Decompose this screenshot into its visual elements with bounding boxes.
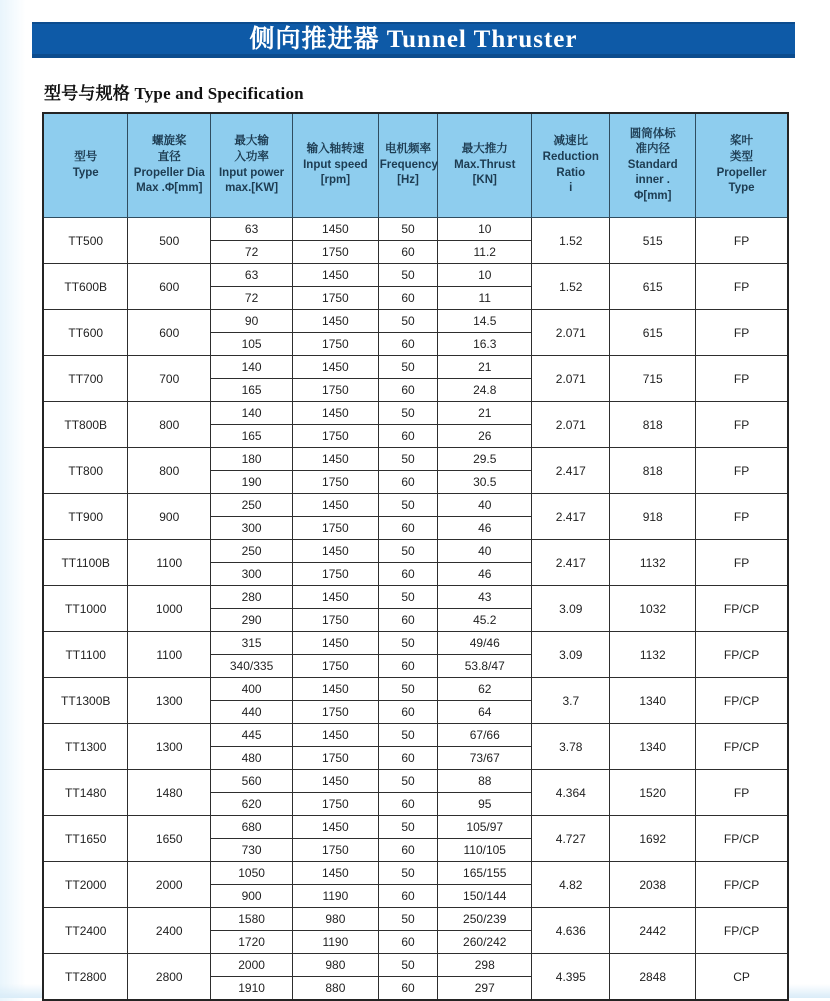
cell-power: 560	[211, 770, 293, 793]
cell-thrust: 26	[438, 425, 532, 448]
cell-thrust: 10	[438, 264, 532, 287]
cell-dia: 1100	[128, 632, 211, 678]
cell-power: 315	[211, 632, 293, 655]
cell-power: 165	[211, 379, 293, 402]
cell-freq: 50	[378, 632, 438, 655]
cell-freq: 60	[378, 287, 438, 310]
cell-freq: 60	[378, 747, 438, 770]
cell-speed: 1750	[293, 609, 379, 632]
cell-dia: 800	[128, 448, 211, 494]
cell-freq: 60	[378, 885, 438, 908]
cell-freq: 50	[378, 448, 438, 471]
cell-thrust: 53.8/47	[438, 655, 532, 678]
cell-freq: 50	[378, 540, 438, 563]
cell-prop: FP	[696, 448, 788, 494]
cell-dia: 1100	[128, 540, 211, 586]
cell-inner: 615	[610, 310, 696, 356]
cell-thrust: 24.8	[438, 379, 532, 402]
cell-freq: 50	[378, 678, 438, 701]
cell-type: TT600B	[43, 264, 128, 310]
column-header-type: 型号 Type	[43, 113, 128, 218]
cell-inner: 1032	[610, 586, 696, 632]
cell-prop: FP/CP	[696, 678, 788, 724]
cell-prop: FP	[696, 264, 788, 310]
cell-thrust: 165/155	[438, 862, 532, 885]
cell-power: 72	[211, 241, 293, 264]
table-row	[43, 862, 788, 885]
cell-inner: 818	[610, 448, 696, 494]
cell-type: TT1300	[43, 724, 128, 770]
cell-inner: 1692	[610, 816, 696, 862]
cell-speed: 1750	[293, 655, 379, 678]
cell-thrust: 88	[438, 770, 532, 793]
cell-speed: 1750	[293, 425, 379, 448]
cell-dia: 1300	[128, 678, 211, 724]
cell-speed: 1450	[293, 816, 379, 839]
section-subtitle: 型号与规格 Type and Specification	[44, 84, 304, 103]
cell-freq: 50	[378, 954, 438, 977]
cell-freq: 60	[378, 701, 438, 724]
cell-power: 620	[211, 793, 293, 816]
cell-speed: 1450	[293, 264, 379, 287]
cell-thrust: 64	[438, 701, 532, 724]
cell-type: TT2800	[43, 954, 128, 1001]
cell-speed: 1750	[293, 517, 379, 540]
cell-type: TT800	[43, 448, 128, 494]
table-row	[43, 264, 788, 287]
cell-power: 250	[211, 494, 293, 517]
cell-type: TT800B	[43, 402, 128, 448]
cell-thrust: 46	[438, 563, 532, 586]
cell-thrust: 11	[438, 287, 532, 310]
spec-table-header	[43, 113, 788, 218]
cell-prop: FP	[696, 218, 788, 264]
cell-dia: 700	[128, 356, 211, 402]
cell-freq: 50	[378, 816, 438, 839]
cell-power: 290	[211, 609, 293, 632]
cell-prop: FP	[696, 494, 788, 540]
cell-ratio: 2.417	[532, 540, 610, 586]
cell-thrust: 43	[438, 586, 532, 609]
cell-type: TT600	[43, 310, 128, 356]
cell-dia: 2000	[128, 862, 211, 908]
cell-speed: 1450	[293, 586, 379, 609]
cell-ratio: 3.09	[532, 586, 610, 632]
cell-thrust: 29.5	[438, 448, 532, 471]
table-row	[43, 448, 788, 471]
cell-inner: 515	[610, 218, 696, 264]
cell-freq: 50	[378, 494, 438, 517]
cell-inner: 715	[610, 356, 696, 402]
cell-inner: 2038	[610, 862, 696, 908]
cell-freq: 60	[378, 379, 438, 402]
cell-prop: FP	[696, 540, 788, 586]
spec-table-body	[43, 218, 788, 1001]
cell-power: 90	[211, 310, 293, 333]
cell-dia: 600	[128, 310, 211, 356]
cell-thrust: 21	[438, 402, 532, 425]
cell-thrust: 46	[438, 517, 532, 540]
cell-ratio: 2.417	[532, 448, 610, 494]
cell-dia: 1300	[128, 724, 211, 770]
cell-power: 63	[211, 218, 293, 241]
cell-prop: FP/CP	[696, 586, 788, 632]
cell-inner: 818	[610, 402, 696, 448]
cell-thrust: 250/239	[438, 908, 532, 931]
cell-ratio: 2.071	[532, 356, 610, 402]
cell-freq: 60	[378, 241, 438, 264]
cell-power: 140	[211, 402, 293, 425]
cell-speed: 1450	[293, 448, 379, 471]
cell-speed: 1450	[293, 402, 379, 425]
cell-power: 2000	[211, 954, 293, 977]
cell-prop: FP	[696, 402, 788, 448]
cell-ratio: 4.727	[532, 816, 610, 862]
cell-prop: FP	[696, 770, 788, 816]
table-row	[43, 494, 788, 517]
cell-speed: 1750	[293, 793, 379, 816]
cell-thrust: 105/97	[438, 816, 532, 839]
cell-freq: 50	[378, 218, 438, 241]
cell-thrust: 45.2	[438, 609, 532, 632]
cell-prop: FP/CP	[696, 862, 788, 908]
cell-freq: 60	[378, 609, 438, 632]
cell-ratio: 2.071	[532, 310, 610, 356]
cell-power: 300	[211, 517, 293, 540]
cell-freq: 60	[378, 333, 438, 356]
column-header-frequency: 电机频率 Frequency [Hz]	[378, 113, 438, 218]
cell-inner: 918	[610, 494, 696, 540]
cell-power: 1910	[211, 977, 293, 1001]
cell-speed: 1750	[293, 379, 379, 402]
table-row	[43, 770, 788, 793]
column-header-input-speed: 输入轴转速 Input speed [rpm]	[293, 113, 379, 218]
cell-thrust: 298	[438, 954, 532, 977]
cell-power: 63	[211, 264, 293, 287]
cell-type: TT900	[43, 494, 128, 540]
cell-power: 680	[211, 816, 293, 839]
cell-thrust: 150/144	[438, 885, 532, 908]
cell-dia: 1650	[128, 816, 211, 862]
cell-power: 900	[211, 885, 293, 908]
cell-freq: 50	[378, 724, 438, 747]
table-row	[43, 218, 788, 241]
cell-power: 165	[211, 425, 293, 448]
table-row	[43, 402, 788, 425]
cell-dia: 600	[128, 264, 211, 310]
cell-freq: 60	[378, 563, 438, 586]
cell-type: TT1100B	[43, 540, 128, 586]
cell-speed: 980	[293, 954, 379, 977]
cell-power: 730	[211, 839, 293, 862]
cell-freq: 50	[378, 310, 438, 333]
cell-speed: 1750	[293, 333, 379, 356]
cell-freq: 50	[378, 862, 438, 885]
cell-speed: 1450	[293, 310, 379, 333]
cell-dia: 2400	[128, 908, 211, 954]
cell-freq: 60	[378, 931, 438, 954]
column-header-max-thrust: 最大推力 Max.Thrust [KN]	[438, 113, 532, 218]
cell-freq: 50	[378, 908, 438, 931]
cell-speed: 1750	[293, 471, 379, 494]
cell-power: 300	[211, 563, 293, 586]
cell-thrust: 16.3	[438, 333, 532, 356]
cell-type: TT1100	[43, 632, 128, 678]
cell-speed: 1450	[293, 494, 379, 517]
cell-prop: FP/CP	[696, 816, 788, 862]
cell-thrust: 40	[438, 540, 532, 563]
cell-power: 340/335	[211, 655, 293, 678]
table-row	[43, 586, 788, 609]
cell-freq: 60	[378, 471, 438, 494]
cell-freq: 60	[378, 793, 438, 816]
cell-dia: 500	[128, 218, 211, 264]
column-header-reduction-ratio: 减速比 Reduction Ratio i	[532, 113, 610, 218]
cell-thrust: 40	[438, 494, 532, 517]
cell-inner: 1132	[610, 540, 696, 586]
cell-ratio: 2.417	[532, 494, 610, 540]
cell-power: 190	[211, 471, 293, 494]
cell-type: TT2400	[43, 908, 128, 954]
cell-thrust: 260/242	[438, 931, 532, 954]
cell-type: TT500	[43, 218, 128, 264]
cell-speed: 1450	[293, 218, 379, 241]
cell-ratio: 3.7	[532, 678, 610, 724]
cell-power: 1050	[211, 862, 293, 885]
cell-ratio: 4.364	[532, 770, 610, 816]
cell-dia: 900	[128, 494, 211, 540]
cell-speed: 1750	[293, 287, 379, 310]
table-row	[43, 540, 788, 563]
table-row	[43, 724, 788, 747]
cell-freq: 50	[378, 356, 438, 379]
cell-inner: 1132	[610, 632, 696, 678]
cell-speed: 1750	[293, 701, 379, 724]
cell-speed: 1750	[293, 241, 379, 264]
cell-power: 1580	[211, 908, 293, 931]
cell-freq: 60	[378, 517, 438, 540]
cell-dia: 1480	[128, 770, 211, 816]
cell-speed: 1450	[293, 632, 379, 655]
cell-thrust: 62	[438, 678, 532, 701]
cell-ratio: 3.78	[532, 724, 610, 770]
column-header-input-power: 最大输 入功率 Input power max.[KW]	[211, 113, 293, 218]
cell-speed: 1190	[293, 885, 379, 908]
cell-power: 140	[211, 356, 293, 379]
cell-thrust: 11.2	[438, 241, 532, 264]
cell-speed: 1450	[293, 356, 379, 379]
cell-power: 105	[211, 333, 293, 356]
cell-prop: FP/CP	[696, 908, 788, 954]
cell-power: 180	[211, 448, 293, 471]
table-row	[43, 356, 788, 379]
cell-ratio: 4.395	[532, 954, 610, 1001]
cell-ratio: 4.636	[532, 908, 610, 954]
cell-dia: 800	[128, 402, 211, 448]
cell-freq: 60	[378, 425, 438, 448]
cell-prop: FP	[696, 356, 788, 402]
cell-dia: 1000	[128, 586, 211, 632]
cell-type: TT2000	[43, 862, 128, 908]
cell-speed: 1450	[293, 770, 379, 793]
cell-ratio: 1.52	[532, 264, 610, 310]
table-row	[43, 908, 788, 931]
cell-inner: 1340	[610, 724, 696, 770]
cell-speed: 1450	[293, 540, 379, 563]
cell-power: 280	[211, 586, 293, 609]
cell-thrust: 14.5	[438, 310, 532, 333]
cell-inner: 1520	[610, 770, 696, 816]
cell-power: 250	[211, 540, 293, 563]
cell-ratio: 1.52	[532, 218, 610, 264]
cell-type: TT1480	[43, 770, 128, 816]
cell-speed: 880	[293, 977, 379, 1001]
cell-type: TT700	[43, 356, 128, 402]
table-row	[43, 310, 788, 333]
cell-prop: FP	[696, 310, 788, 356]
cell-inner: 615	[610, 264, 696, 310]
cell-power: 480	[211, 747, 293, 770]
cell-speed: 1750	[293, 563, 379, 586]
page-title: 侧向推进器 Tunnel Thruster	[249, 25, 578, 53]
cell-thrust: 67/66	[438, 724, 532, 747]
table-row	[43, 816, 788, 839]
cell-freq: 60	[378, 839, 438, 862]
cell-inner: 1340	[610, 678, 696, 724]
cell-inner: 2848	[610, 954, 696, 1001]
cell-speed: 1450	[293, 724, 379, 747]
cell-speed: 980	[293, 908, 379, 931]
cell-power: 72	[211, 287, 293, 310]
cell-freq: 60	[378, 655, 438, 678]
cell-freq: 50	[378, 402, 438, 425]
table-row	[43, 632, 788, 655]
table-row	[43, 954, 788, 977]
cell-speed: 1450	[293, 862, 379, 885]
cell-ratio: 4.82	[532, 862, 610, 908]
cell-speed: 1190	[293, 931, 379, 954]
cell-thrust: 73/67	[438, 747, 532, 770]
cell-thrust: 21	[438, 356, 532, 379]
cell-speed: 1450	[293, 678, 379, 701]
cell-prop: FP/CP	[696, 632, 788, 678]
cell-freq: 50	[378, 586, 438, 609]
column-header-standard-inner: 圆筒体标 准内径 Standard inner . Φ[mm]	[610, 113, 696, 218]
cell-thrust: 30.5	[438, 471, 532, 494]
cell-thrust: 95	[438, 793, 532, 816]
cell-power: 1720	[211, 931, 293, 954]
cell-thrust: 10	[438, 218, 532, 241]
cell-thrust: 110/105	[438, 839, 532, 862]
cell-freq: 50	[378, 770, 438, 793]
cell-type: TT1650	[43, 816, 128, 862]
cell-speed: 1750	[293, 747, 379, 770]
cell-type: TT1000	[43, 586, 128, 632]
cell-power: 440	[211, 701, 293, 724]
cell-type: TT1300B	[43, 678, 128, 724]
cell-freq: 60	[378, 977, 438, 1001]
cell-thrust: 297	[438, 977, 532, 1001]
table-row	[43, 678, 788, 701]
cell-inner: 2442	[610, 908, 696, 954]
cell-power: 400	[211, 678, 293, 701]
page-title-bar	[32, 22, 795, 58]
cell-thrust: 49/46	[438, 632, 532, 655]
spec-table	[42, 112, 789, 1001]
cell-ratio: 2.071	[532, 402, 610, 448]
cell-power: 445	[211, 724, 293, 747]
cell-freq: 50	[378, 264, 438, 287]
cell-ratio: 3.09	[532, 632, 610, 678]
column-header-propeller-dia: 螺旋桨 直径 Propeller Dia Max .Φ[mm]	[128, 113, 211, 218]
cell-speed: 1750	[293, 839, 379, 862]
cell-prop: CP	[696, 954, 788, 1001]
cell-dia: 2800	[128, 954, 211, 1001]
column-header-propeller-type: 桨叶 类型 Propeller Type	[696, 113, 788, 218]
cell-prop: FP/CP	[696, 724, 788, 770]
